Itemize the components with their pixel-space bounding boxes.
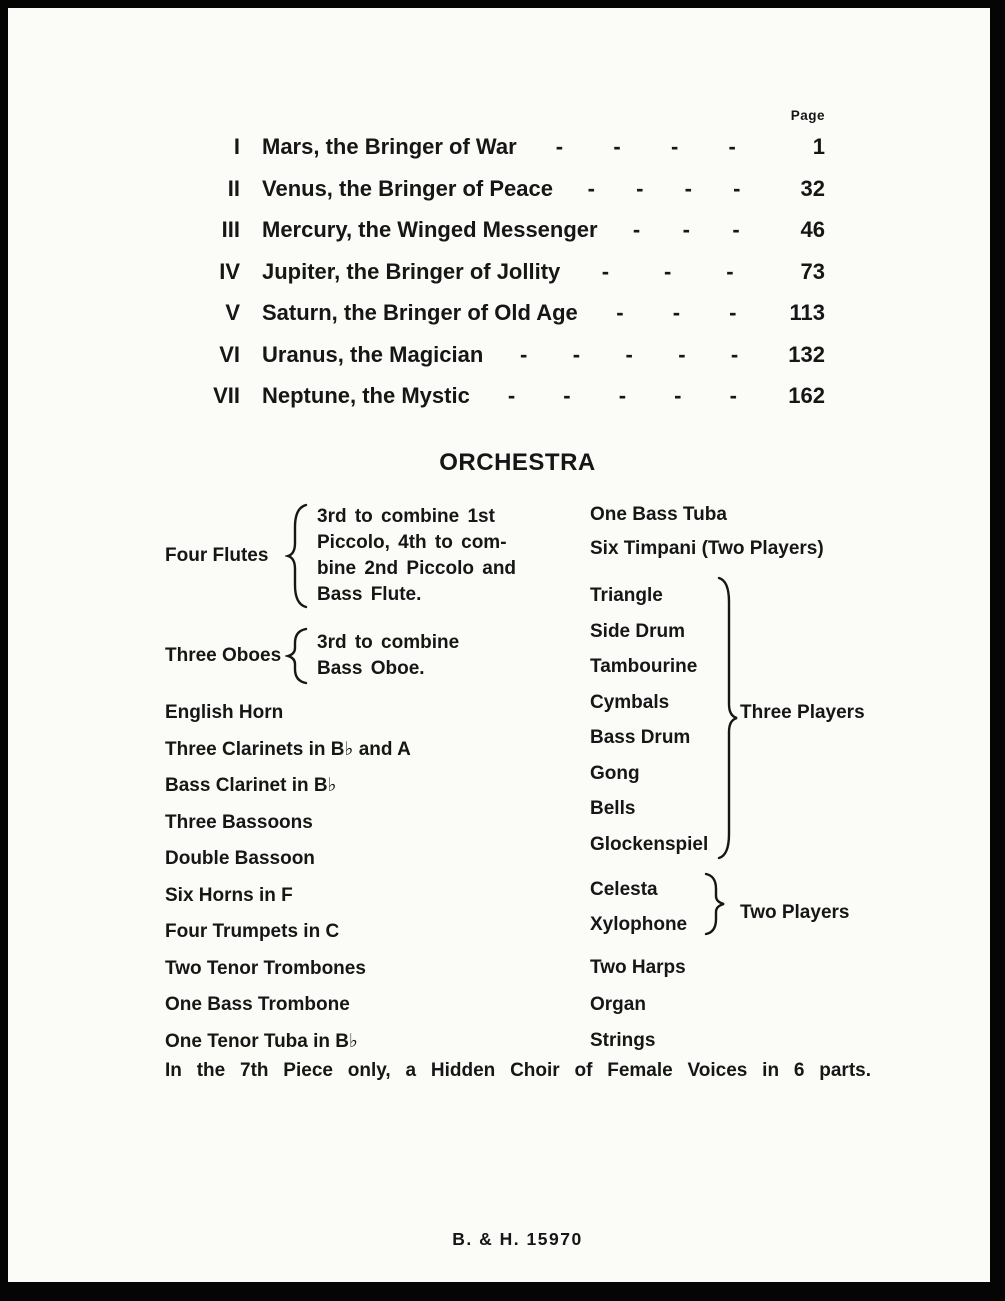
instrument-item: Strings <box>590 1030 656 1051</box>
instrument-item: Celesta <box>590 878 658 900</box>
toc-dash-leaders: - - - <box>601 258 734 284</box>
toc-numeral: V <box>225 300 240 325</box>
toc-title: Uranus, the Magician <box>262 341 484 367</box>
scan-border-bottom <box>0 1282 1005 1301</box>
toc-title: Venus, the Bringer of Peace <box>262 175 553 201</box>
toc-row <box>165 134 825 159</box>
toc-dash-leaders: - - - - <box>555 134 736 159</box>
table-of-contents <box>165 108 825 425</box>
toc-dash-leaders: - - - <box>616 300 737 325</box>
percussion-group <box>590 586 920 854</box>
scan-border-right <box>990 0 1005 1301</box>
toc-row <box>165 342 825 367</box>
instrument-item: Bells <box>590 798 636 819</box>
toc-title: Jupiter, the Bringer of Jollity <box>262 258 561 284</box>
instrument-item: English Horn <box>165 702 284 723</box>
scan-border-top <box>0 0 1005 8</box>
toc-page-number: 162 <box>788 383 825 408</box>
toc-numeral: I <box>233 134 240 159</box>
note-line: 3rd to combine 1st <box>317 506 495 527</box>
flutes-note <box>317 504 525 608</box>
right-bottom-list <box>590 958 920 1050</box>
instrument-item: Three Clarinets in B♭ and A <box>165 738 411 760</box>
scan-border-left <box>0 0 8 1301</box>
note-line: Bass Flute. <box>317 584 422 605</box>
orchestra-right-column <box>590 505 920 1050</box>
instrument-item: Two Tenor Trombones <box>165 957 366 979</box>
toc-page-number: 46 <box>800 217 825 242</box>
instrument-item: One Bass Trombone <box>165 994 350 1015</box>
instrument-item: Side Drum <box>590 620 686 642</box>
toc-numeral: III <box>221 217 240 242</box>
instrument-item: Organ <box>590 993 646 1015</box>
toc-title: Saturn, the Bringer of Old Age <box>262 300 578 325</box>
toc-row <box>165 176 825 201</box>
woodwind-brass-list <box>165 703 585 1051</box>
left-brace-icon <box>285 503 309 609</box>
right-brace-icon <box>703 872 727 936</box>
keyboards-group <box>590 880 920 935</box>
toc-numeral: IV <box>219 258 240 284</box>
instrument-item: Four Trumpets in C <box>165 921 340 942</box>
instrument-item: Gong <box>590 762 640 784</box>
toc-numeral: II <box>227 175 240 201</box>
toc-title: Mercury, the Winged Messenger <box>262 217 598 242</box>
toc-page-number: 1 <box>812 134 825 159</box>
instrument-item: Three Bassoons <box>165 811 313 833</box>
instrument-item: One Tenor Tuba in B♭ <box>165 1030 358 1052</box>
note-line: Bass Oboe. <box>317 658 425 679</box>
toc-dash-leaders: - - - <box>632 217 740 242</box>
instrument-item: Glockenspiel <box>590 833 709 855</box>
oboes-note <box>317 630 525 682</box>
plate-number: B. & H. 15970 <box>452 1229 583 1249</box>
instrument-item: Double Bassoon <box>165 848 315 869</box>
instrument-item: Triangle <box>590 585 663 606</box>
instrument-item: Bass Drum <box>590 727 691 748</box>
note-line: 3rd to combine <box>317 632 460 653</box>
toc-title: Mars, the Bringer of War <box>262 134 517 159</box>
oboes-group <box>165 627 585 685</box>
instrument-item: Bass Clarinet in B♭ <box>165 775 337 796</box>
toc-page-number: 32 <box>800 175 825 201</box>
toc-page-number: 113 <box>789 300 825 325</box>
toc-row <box>165 217 825 242</box>
oboes-label: Three Oboes <box>165 645 282 666</box>
toc-row <box>165 300 825 325</box>
note-line: bine 2nd Piccolo and <box>317 558 517 579</box>
instrument-item: Xylophone <box>590 914 688 935</box>
toc-dash-leaders: - - - - <box>587 175 741 201</box>
left-brace-icon <box>285 627 309 685</box>
note-line: Piccolo, 4th to com- <box>317 532 507 553</box>
right-brace-icon <box>716 576 740 860</box>
instrument-item: Six Horns in F <box>165 884 293 906</box>
instrument-item: Cymbals <box>590 691 670 713</box>
toc-numeral: VII <box>213 383 240 408</box>
instrument-item: One Bass Tuba <box>590 504 727 525</box>
toc-dash-leaders: - - - - - <box>507 383 737 408</box>
flutes-label: Four Flutes <box>165 545 269 566</box>
three-players-label: Three Players <box>740 702 865 723</box>
toc-page-number: 73 <box>800 258 825 284</box>
toc-row <box>165 383 825 408</box>
toc-title: Neptune, the Mystic <box>262 383 470 408</box>
instrument-item: Two Harps <box>590 957 686 978</box>
instrument-item: Six Timpani (Two Players) <box>590 538 824 559</box>
toc-row <box>165 259 825 284</box>
toc-numeral: VI <box>219 341 240 367</box>
toc-page-number: 132 <box>788 341 825 367</box>
hidden-choir-footnote: In the 7th Piece only, a Hidden Choir of Female Voices in 6 parts. <box>165 1060 871 1081</box>
flutes-group <box>165 503 585 609</box>
orchestra-left-column <box>165 503 585 1051</box>
toc-dash-leaders: - - - - - <box>519 341 739 367</box>
two-players-label: Two Players <box>740 901 850 923</box>
page-column-label: Page <box>790 108 825 123</box>
instrument-item: Tambourine <box>590 656 698 677</box>
orchestra-heading: ORCHESTRA <box>439 449 596 476</box>
